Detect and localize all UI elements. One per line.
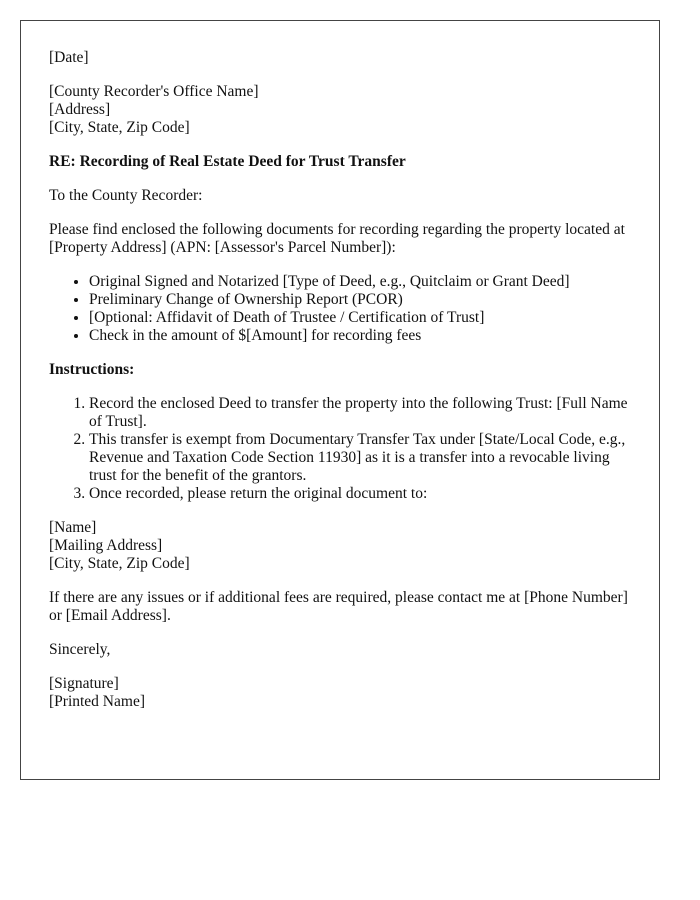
contact-paragraph: If there are any issues or if additional fees are required, please contact me at [Phone Number] or [Email Address].: [49, 589, 628, 624]
recipient-address: [49, 83, 631, 137]
subject-line: RE: Recording of Real Estate Deed for Trust Transfer: [49, 153, 406, 170]
salutation: To the County Recorder:: [49, 187, 203, 204]
enclosures-list: [49, 273, 631, 345]
recipient-street: [Address]: [49, 101, 111, 118]
instructions-list: [49, 395, 631, 503]
signature: [Signature]: [49, 675, 119, 692]
return-name: [Name]: [49, 519, 97, 536]
closing: Sincerely,: [49, 641, 111, 658]
return-city-state-zip: [City, State, Zip Code]: [49, 555, 190, 572]
enclosure-item: • Preliminary Change of Ownership Report (PCOR): [89, 291, 631, 309]
enclosure-item: • Original Signed and Notarized [Type of Deed, e.g., Quitclaim or Grant Deed]: [89, 273, 631, 291]
instruction-item: 1. Record the enclosed Deed to transfer the property into the following Trust: [Full Name of Trust].: [89, 395, 631, 431]
recipient-city-state-zip: [City, State, Zip Code]: [49, 119, 190, 136]
enclosure-item: • [Optional: Affidavit of Death of Trustee / Certification of Trust]: [89, 309, 631, 327]
letter-page: [20, 20, 660, 780]
enclosure-item: • Check in the amount of $[Amount] for recording fees: [89, 327, 631, 345]
return-address: [49, 519, 631, 573]
return-mailing-address: [Mailing Address]: [49, 537, 163, 554]
printed-name: [Printed Name]: [49, 693, 145, 710]
intro-paragraph: Please find enclosed the following documents for recording regarding the property located at [Property Address] (APN: [Assessor's Parcel Number]):: [49, 221, 625, 256]
signature-block: [49, 675, 631, 711]
instruction-item: 2. This transfer is exempt from Documentary Transfer Tax under [State/Local Code, e.g., Revenue and Taxation Code Section 11930] as it is a transfer into a revocable living trust for the benefit of the grantors.: [89, 431, 631, 485]
recipient-office: [County Recorder's Office Name]: [49, 83, 259, 100]
instruction-item: 3. Once recorded, please return the original document to:: [89, 485, 631, 503]
instructions-heading: Instructions:: [49, 361, 135, 378]
letter-date: [Date]: [49, 49, 89, 66]
